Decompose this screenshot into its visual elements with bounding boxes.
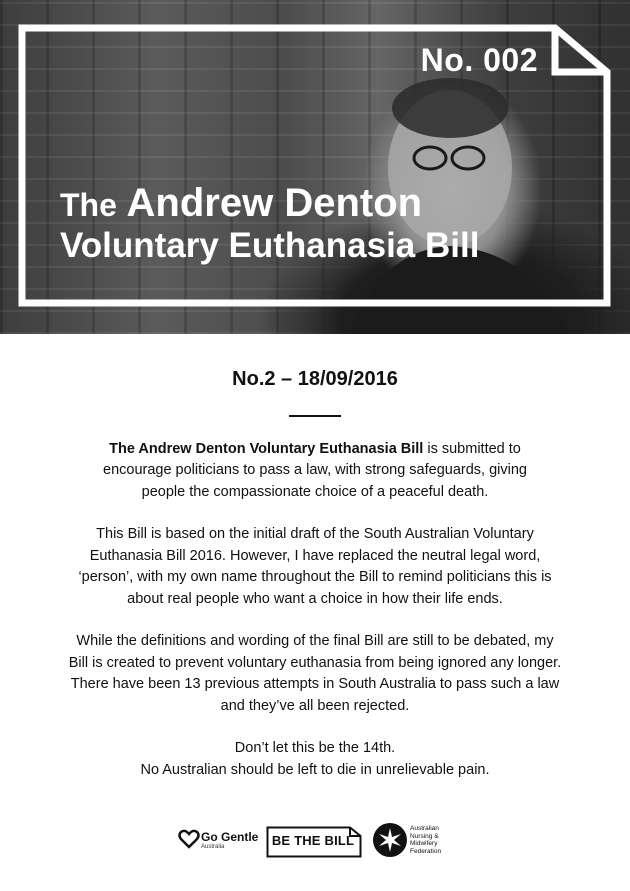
hero-photo: [0, 0, 630, 334]
go-gentle-logo: [178, 828, 259, 855]
go-gentle-name: Go Gentle: [201, 830, 259, 844]
hero-title-the: The: [60, 187, 117, 223]
closing-line-1: Don’t let this be the 14th.: [234, 740, 396, 756]
closing-paragraph: [65, 738, 565, 781]
divider: [289, 415, 341, 417]
anmf-emblem-icon: [372, 822, 408, 858]
anmf-text: [410, 825, 470, 855]
hero-title: [60, 180, 479, 266]
closing-line-2: No Australian should be left to die in unrelievable pain.: [140, 761, 490, 778]
be-the-bill-label: BE THE BILL: [271, 833, 355, 848]
date-heading: No.2 – 18/09/2016: [232, 368, 398, 390]
logo-strip: [0, 822, 630, 862]
hero-title-name: Andrew Denton: [126, 181, 423, 225]
background-paragraph: This Bill is based on the initial draft of the South Australian Voluntary Euthanasia Bill 2016. However, I have replaced the neutral legal word, ‘person’, with my own name throughout the Bill to remind politicians this is about real people who want a choice in how their life ends.: [78, 526, 552, 607]
hero-title-subtitle: Voluntary Euthanasia Bill: [60, 226, 480, 265]
portrait-hair: [392, 78, 508, 138]
intro-paragraph: [85, 439, 545, 504]
anmf-logo: [372, 822, 442, 863]
document-number: No. 002: [420, 42, 538, 78]
document-body: [0, 334, 630, 781]
intro-bill-name: The Andrew Denton Voluntary Euthanasia Bill: [109, 440, 424, 457]
intro-text: is submitted to encourage politicians to pass a law, with strong safeguards, giving people the compassionate choice of a peaceful death.: [103, 440, 527, 500]
anmf-line-2: Nursing &: [410, 832, 439, 840]
anmf-line-1: Australian: [410, 825, 439, 832]
go-gentle-sub: Australia: [201, 844, 225, 850]
heart-icon: [178, 828, 200, 850]
purpose-paragraph: While the definitions and wording of the final Bill are still to be debated, my Bill is created to prevent voluntary euthanasia from being ignored any longer. There have been 13 previous attempts in South Australia to pass such a law and they’ve all been rejected.: [68, 633, 562, 714]
anmf-line-3: Midwifery: [410, 840, 438, 848]
anmf-line-4: Federation: [410, 847, 442, 855]
